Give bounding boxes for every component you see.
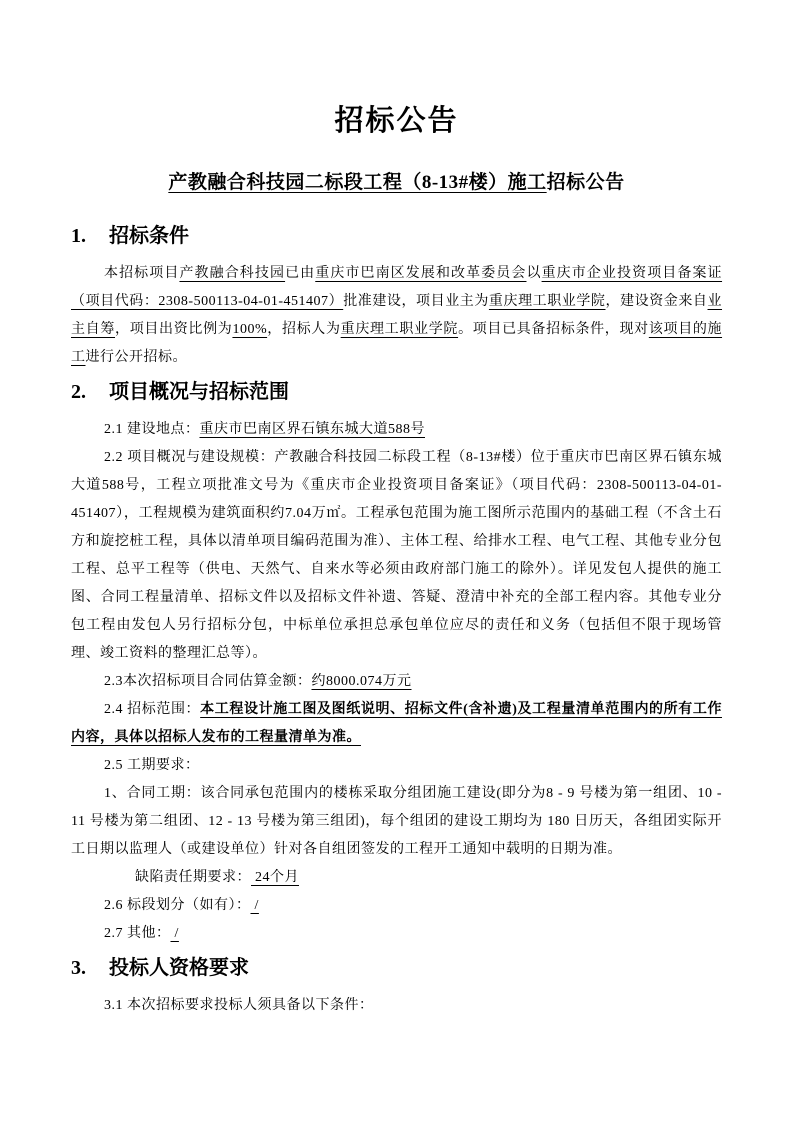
document-title: 招标公告 (334, 105, 459, 137)
text-segment: 100% (232, 322, 268, 337)
text-segment: / (250, 898, 259, 913)
text-segment: 重庆理工职业学院 (340, 322, 459, 337)
text-segment: 本工程设计施工图及图纸说明、招标文件(含补遗)及工程量清单范围内的所有工作内容，具体以招标人发布的工程量清单为准。 (71, 702, 722, 745)
text-segment: 业主自筹 (71, 294, 723, 337)
section-number: 3. (71, 957, 86, 979)
document-subtitle (71, 168, 722, 198)
text-segment: 2.7 其他： (104, 926, 171, 941)
text-segment: 。项目已具备招标条件，现对 (458, 322, 649, 337)
paragraph-bid-conditions (71, 260, 722, 372)
section-number: 1. (71, 225, 86, 247)
paragraph-bid-scope (71, 696, 722, 752)
section-heading-project-overview (71, 376, 722, 408)
section-number: 2. (71, 381, 86, 403)
section-heading-bidder-qualifications (71, 952, 722, 984)
text-segment: 2.3本次招标项目合同估算金额： (104, 674, 312, 689)
text-segment: 重庆市企业投资项目备案证（项目代码：2308-500113-04-01-451407） (71, 266, 723, 309)
text-segment: 2.4 招标范围： (104, 702, 201, 717)
paragraph-other (71, 920, 722, 948)
text-segment: ，招标人为 (267, 322, 341, 337)
text-segment: 1、合同工期：该合同承包范围内的楼栋采取分组团施工建设(即分为8 - 9 号楼为第一组团、10 - 11 号楼为第二组团、12 - 13 号楼为第三组团)，每个组团的建设工期均为 180 日历天，各组团实际开工日期以监理人（或建设单位）针对各自组团签发的工程开工通知中载明的日期为准。 (71, 786, 722, 857)
paragraph-bidder-requirements (71, 992, 722, 1020)
text-segment: ，建设资金来自 (605, 294, 708, 309)
text-segment: ，项目出资比例为 (115, 322, 233, 337)
text-segment: 本招标项目 (104, 266, 180, 281)
text-segment: 重庆理工职业学院 (488, 294, 606, 309)
paragraph-defect-liability (71, 864, 722, 892)
paragraph-project-scale (71, 444, 722, 668)
section-label: 投标人资格要求 (109, 957, 249, 979)
text-segment: 已由 (285, 266, 316, 281)
text-segment: 2.5 工期要求： (104, 758, 200, 773)
text-segment: 2.2 项目概况与建设规模：产教融合科技园二标段工程（8-13#楼）位于重庆市巴南区界石镇东城大道588号，工程立项批准文号为《重庆市企业投资项目备案证》（项目代码：2308-500113-04-01-451407），工程规模为建筑面积约7.04万㎡。工程承包范围为施工图所示范围内的基础工程（不含土石方和旋挖桩工程，具体以清单项目编码范围为准）、主体工程、给排水工程、电气工程、其他专业分包工程、总平工程等（供电、天然气、自来水等必须由政府部门施工的除外）。详见发包人提供的施工图、合同工程量清单、招标文件以及招标文件补遗、答疑、澄清中补充的全部工程内容。其他专业分包工程由发包人另行招标分包，中标单位承担总承包单位应尽的责任和义务（包括但不限于现场管理、竣工资料的整理汇总等）。 (71, 450, 722, 661)
text-segment: 2.6 标段划分（如有）： (104, 898, 251, 913)
text-segment: 产教融合科技园二标段工程（8-13#楼）施工 (168, 172, 547, 193)
text-segment: 重庆市巴南区界石镇东城大道588号 (199, 422, 425, 437)
paragraph-schedule-requirements (71, 752, 722, 780)
paragraph-section-division (71, 892, 722, 920)
paragraph-construction-site (71, 416, 722, 444)
text-segment: 缺陷责任期要求： (135, 870, 251, 885)
text-segment: 进行公开招标。 (85, 350, 187, 365)
text-segment: 产教融合科技园 (179, 266, 286, 281)
section-label: 招标条件 (109, 225, 189, 247)
paragraph-contract-duration (71, 780, 722, 864)
text-segment: 3.1 本次招标要求投标人须具备以下条件： (104, 998, 374, 1013)
text-segment: 约8000.074万元 (311, 674, 412, 689)
text-segment: 以 (526, 266, 542, 281)
text-segment: 重庆市巴南区发展和改革委员会 (315, 266, 527, 281)
section-label: 项目概况与招标范围 (109, 381, 289, 403)
text-segment: 24个月 (251, 870, 299, 885)
paragraph-contract-estimate (71, 668, 722, 696)
text-segment: 批准建设，项目业主为 (343, 294, 489, 309)
text-segment: 该项目的施工 (71, 322, 723, 365)
text-segment: 2.1 建设地点： (104, 422, 200, 437)
text-segment: / (170, 926, 179, 941)
section-heading-bid-conditions (71, 220, 722, 252)
text-segment: 招标公告 (546, 172, 625, 193)
